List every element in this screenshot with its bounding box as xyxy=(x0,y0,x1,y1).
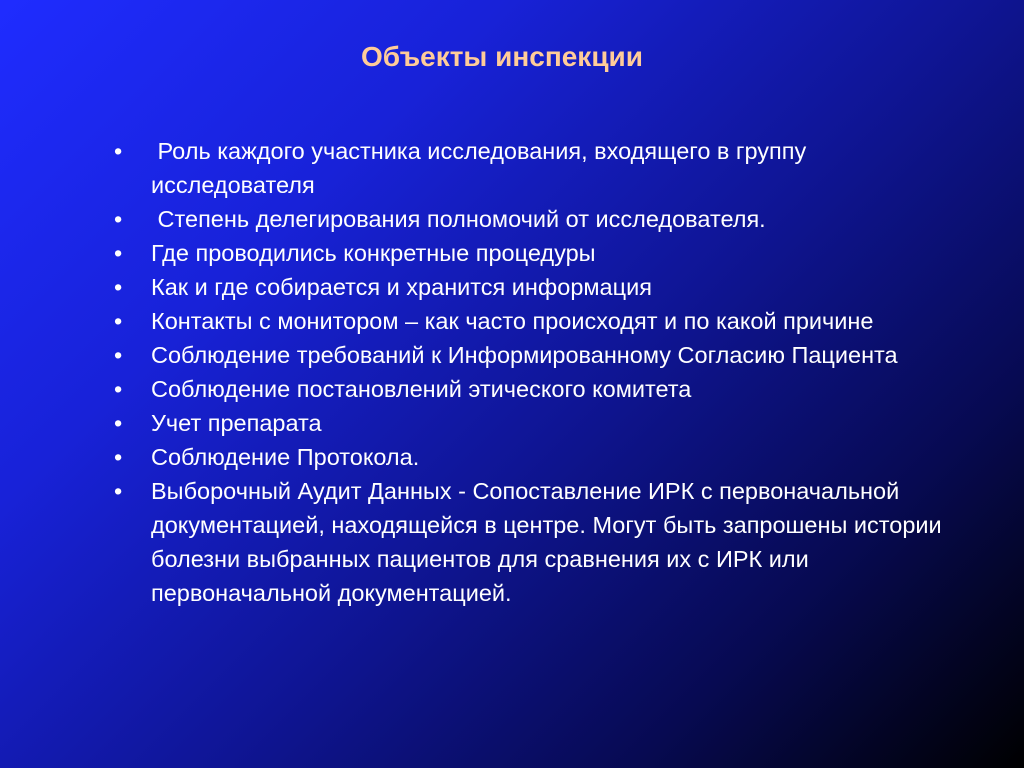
bullet-item xyxy=(114,372,974,406)
bullet-icon: • xyxy=(114,444,123,470)
bullet-item xyxy=(114,236,974,270)
bullet-icon: • xyxy=(114,138,123,164)
bullet-text: Где проводились конкретные процедуры xyxy=(151,240,596,266)
bullet-icon: • xyxy=(114,206,123,232)
bullet-item xyxy=(114,338,974,372)
bullet-text: Выборочный Аудит Данных - Сопоставление ИРК с первоначальной документацией, находящейся в центре. Могут быть запрошены истории болезни выбранных пациентов для сравнения их с ИРК или первоначальной документацией. xyxy=(151,478,942,606)
bullet-text: Соблюдение постановлений этического комитета xyxy=(151,376,692,402)
bullet-text: Соблюдение требований к Информированному Согласию Пациента xyxy=(151,342,898,368)
bullet-item xyxy=(114,202,974,236)
bullet-item xyxy=(114,474,974,610)
slide-title: Объекты инспекции xyxy=(361,41,643,72)
bullet-item xyxy=(114,270,974,304)
bullet-text: Роль каждого участника исследования, входящего в группу исследователя xyxy=(151,138,813,198)
bullet-icon: • xyxy=(114,274,123,300)
bullet-text: Контакты с монитором – как часто происходят и по какой причине xyxy=(151,308,874,334)
bullet-icon: • xyxy=(114,240,123,266)
bullet-text: Степень делегирования полномочий от исследователя. xyxy=(151,206,766,232)
bullet-item xyxy=(114,304,974,338)
bullet-icon: • xyxy=(114,410,123,436)
bullet-icon: • xyxy=(114,376,123,402)
bullet-list xyxy=(114,134,974,610)
bullet-icon: • xyxy=(114,308,123,334)
bullet-item xyxy=(114,440,974,474)
bullet-item xyxy=(114,406,974,440)
bullet-icon: • xyxy=(114,478,123,504)
bullet-text: Учет препарата xyxy=(151,410,322,436)
bullet-text: Соблюдение Протокола. xyxy=(151,444,420,470)
bullet-text: Как и где собирается и хранится информация xyxy=(151,274,652,300)
bullet-icon: • xyxy=(114,342,123,368)
bullet-item xyxy=(114,134,974,202)
